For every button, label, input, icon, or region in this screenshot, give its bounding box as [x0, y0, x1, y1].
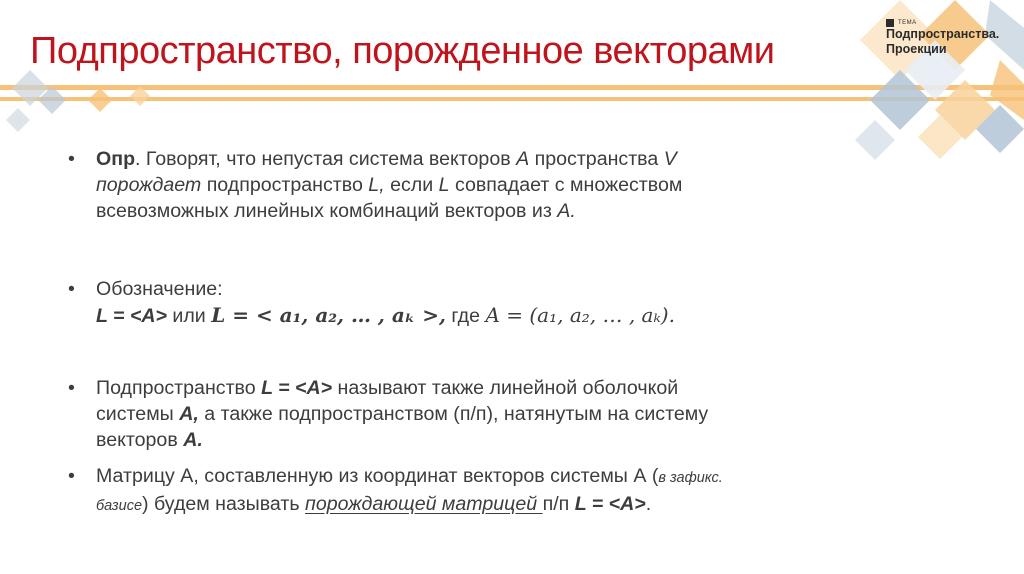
- slide-content: [68, 146, 948, 519]
- text: пространства: [529, 148, 664, 170]
- bullet-dot: •: [68, 377, 75, 399]
- emphasis-generates: порождает: [96, 174, 202, 196]
- term-generating-matrix: порождающей матрицей: [305, 493, 543, 515]
- bullet-dot: •: [68, 278, 75, 300]
- header-stripe-top: [0, 85, 1024, 90]
- symbol-A: A.: [557, 200, 576, 222]
- text: ) будем называть: [142, 493, 306, 515]
- notation-L-A: L = <A>: [96, 305, 167, 327]
- formula-A-text: A = (a₁, a₂, … , aₖ).: [485, 303, 675, 327]
- text: где: [445, 305, 486, 327]
- symbol-L: L: [438, 174, 450, 196]
- page-title: Подпространство, порожденное векторами: [30, 30, 775, 72]
- formula-span: [211, 303, 446, 327]
- topic-badge: [886, 19, 1022, 57]
- text: а также подпространством (п/п), натянутым на систему: [198, 403, 709, 425]
- definition-label: Опр: [96, 148, 136, 170]
- topic-square-icon: [886, 19, 894, 27]
- topic-name-line1: Подпространства.: [886, 27, 1000, 41]
- bullet-dot: •: [68, 148, 75, 170]
- text: совпадает с множеством: [449, 174, 683, 196]
- note-basis: базисе: [96, 498, 143, 514]
- topic-label: ТЕМА: [898, 20, 917, 26]
- text: векторов: [96, 429, 184, 451]
- note-fixed-basis: в зафикс.: [658, 470, 723, 486]
- symbol-L: L,: [368, 174, 385, 196]
- symbol-A: A.: [183, 429, 203, 451]
- text: .: [645, 493, 652, 515]
- bullet-dot: •: [68, 465, 75, 487]
- notation-L-A: L = <A>: [261, 377, 333, 399]
- topic-name-line2: Проекции: [886, 42, 947, 56]
- text: всевозможных линейных комбинаций векторов из: [96, 200, 558, 222]
- text: Подпространство: [96, 377, 262, 399]
- text: если: [384, 174, 439, 196]
- symbol-A: A: [516, 148, 530, 170]
- text: . Говорят, что непустая система векторов: [135, 148, 517, 170]
- formula-A: [485, 303, 674, 327]
- bullet-generating-matrix: [68, 463, 948, 519]
- text: подпространство: [201, 174, 369, 196]
- text: п/п: [542, 493, 575, 515]
- symbol-V: V: [663, 148, 677, 170]
- symbol-A: A,: [179, 403, 199, 425]
- text: или: [166, 305, 212, 327]
- text: системы: [96, 403, 180, 425]
- bullet-linear-span: [68, 375, 948, 453]
- text: называют также линейной оболочкой: [332, 377, 679, 399]
- text: Матрицу А, составленную из координат векторов системы А (: [96, 465, 659, 487]
- bullet-definition: [68, 146, 948, 224]
- formula-L: L = < a₁, a₂, … , aₖ >,: [211, 303, 446, 327]
- notation-L-A: L = <A>: [574, 493, 646, 515]
- bullet-notation: [68, 276, 948, 329]
- notation-label: Обозначение:: [96, 278, 223, 300]
